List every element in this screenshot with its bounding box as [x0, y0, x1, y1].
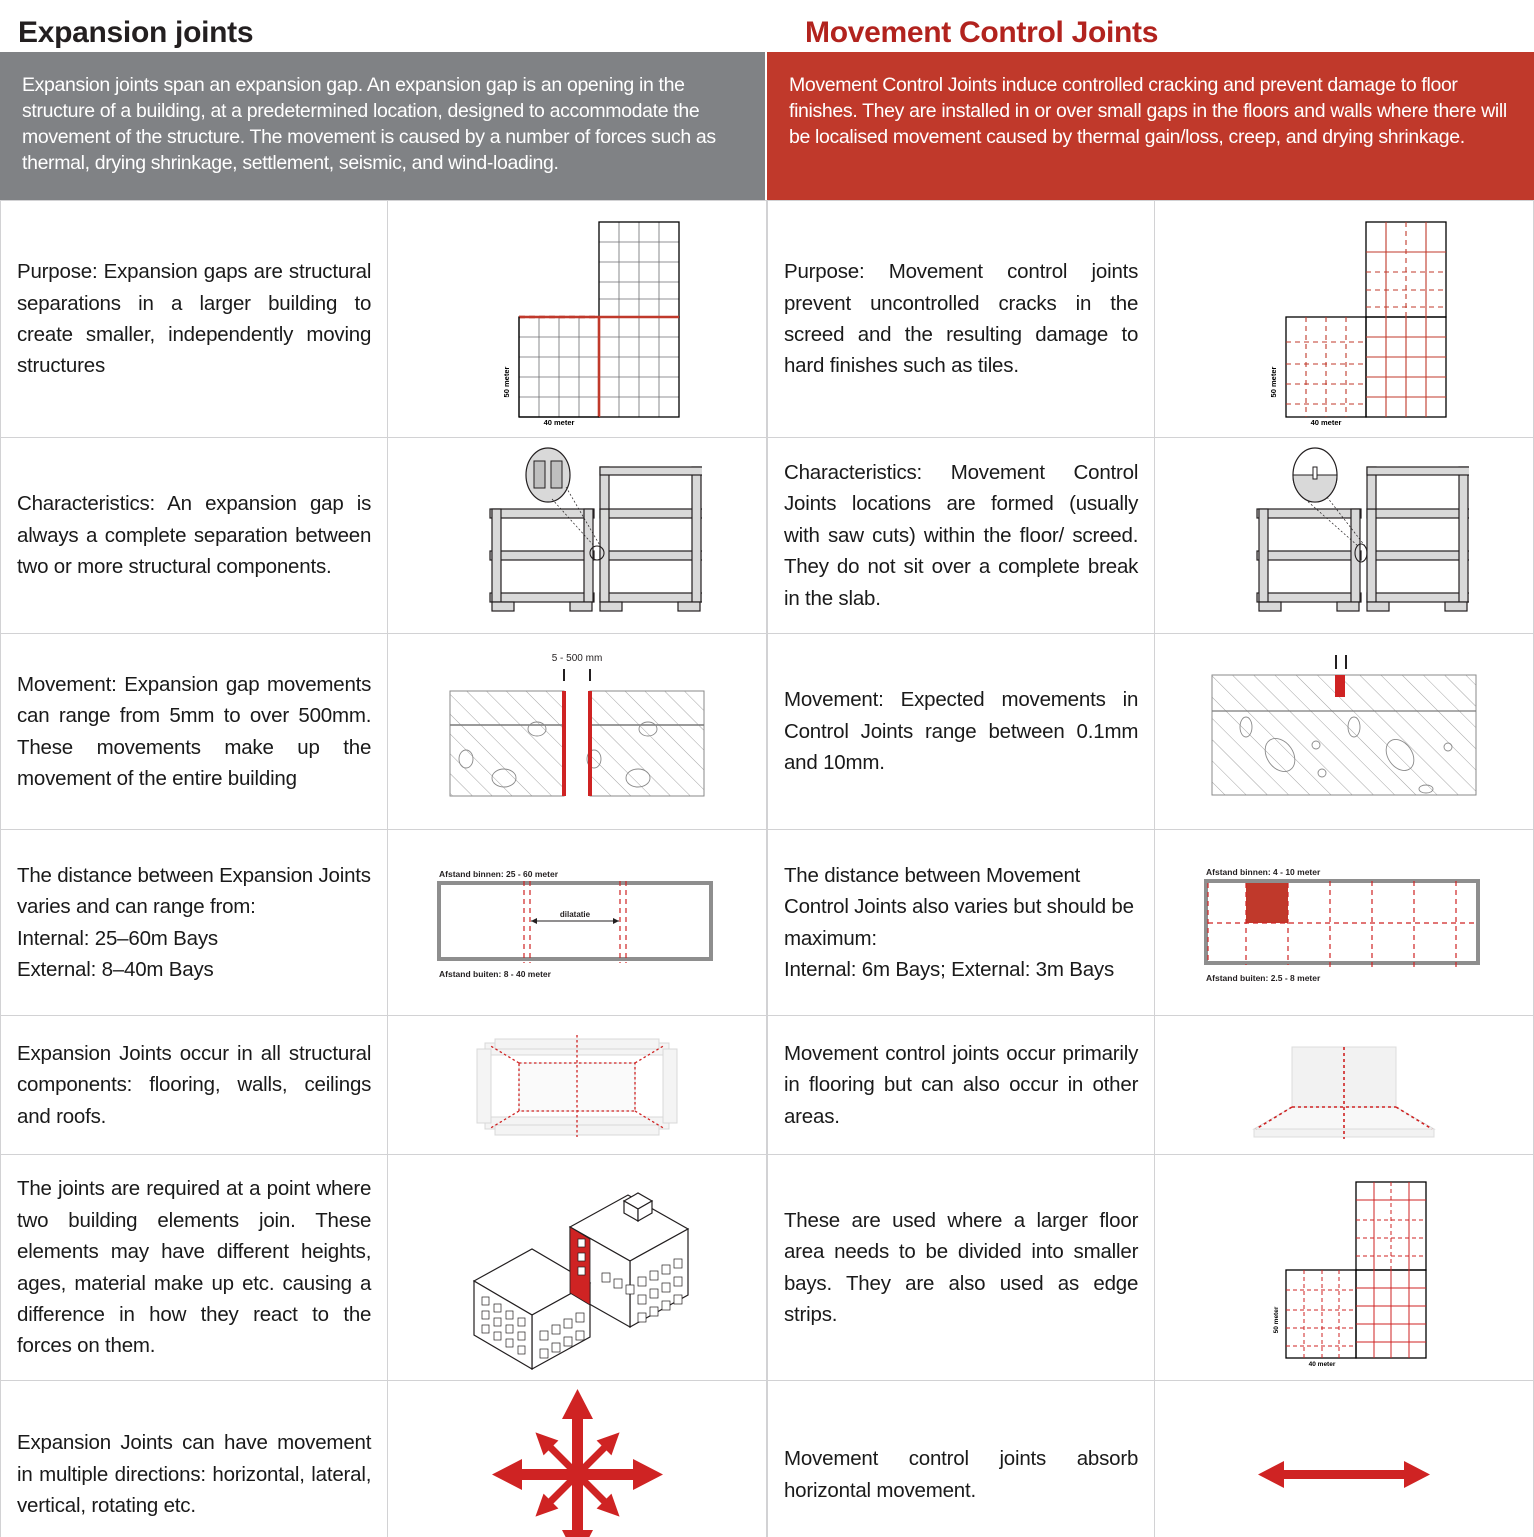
cell-joint-location-control: These are used where a larger floor area needs to be divided into smaller bays. They are also used as edge strips. — [767, 1155, 1154, 1381]
figure-slab-section-control-joint — [1155, 634, 1534, 830]
figure-frame-section-full-separation — [388, 438, 767, 634]
frame-sawcut-svg — [1219, 447, 1469, 625]
bay-spacing-expansion-svg — [427, 853, 727, 993]
axis-label-vertical: 50 meter — [1269, 366, 1279, 397]
table-row — [1, 1016, 1534, 1155]
titles-row — [0, 0, 1534, 52]
distance-control-line-2: Internal: 6m Bays; External: 3m Bays — [783, 957, 1115, 981]
figure-l-shaped-building-plan-expansion — [388, 201, 767, 438]
figure-room-floor-wall-joint — [1155, 1016, 1534, 1155]
figure-bay-spacing-plan-expansion — [388, 830, 767, 1016]
table-row — [1, 1381, 1534, 1537]
page-title-movement-control-joints: Movement Control Joints — [805, 16, 1159, 49]
dimension-label: 5 - 500 mm — [551, 652, 603, 664]
distance-control-line-1: The distance between Movement Control Joints also varies but should be maximum: — [783, 863, 1134, 950]
figure-room-interior-all-surfaces — [388, 1016, 767, 1155]
cell-directions-control: Movement control joints absorb horizontal movement. — [767, 1381, 1154, 1537]
l-shaped-plan-control-svg — [1214, 212, 1474, 427]
axis-label-vertical: 50 meter — [1273, 1306, 1281, 1333]
horizontal-arrow-svg — [1254, 1445, 1434, 1505]
cell-occurrence-control: Movement control joints occur primarily in flooring but can also occur in other areas. — [767, 1016, 1154, 1155]
cell-directions-expansion: Expansion Joints can have movement in multiple directions: horizontal, lateral, vertical, rotating etc. — [1, 1381, 388, 1537]
figure-l-shaped-building-plan-control — [1155, 201, 1534, 438]
intro-banners — [0, 52, 1534, 200]
cell-occurrence-expansion: Expansion Joints occur in all structural components: flooring, walls, ceilings and roofs. — [1, 1016, 388, 1155]
cell-movement-expansion: Movement: Expansion gap movements can range from 5mm to over 500mm. These movements make up the movement of the entire building — [1, 634, 388, 830]
label-dilatatie: dilatatie — [559, 909, 591, 919]
page-title-expansion-joints: Expansion joints — [18, 16, 254, 49]
axis-label-horizontal: 40 meter — [543, 417, 575, 427]
room-floor-joint-svg — [1234, 1025, 1454, 1145]
figure-frame-section-saw-cut — [1155, 438, 1534, 634]
bay-spacing-control-svg — [1194, 853, 1494, 993]
slab-control-svg — [1204, 647, 1484, 817]
isometric-buildings-svg — [452, 1165, 702, 1370]
intro-banner-expansion: Expansion joints span an expansion gap. An expansion gap is an opening in the structure of a building, at a predetermined location, designed to accommodate the movement of the structure. The movement is caused by a number of forces such as thermal, drying shrinkage, settlement, seismic, and wind-loading. — [0, 52, 767, 200]
figure-slab-section-expansion-gap — [388, 634, 767, 830]
axis-label-horizontal: 40 meter — [1310, 417, 1342, 427]
table-row — [1, 830, 1534, 1016]
cell-purpose-control: Purpose: Movement control joints prevent uncontrolled cracks in the screed and the resulting damage to hard finishes such as tiles. — [767, 201, 1154, 438]
cell-distance-expansion — [1, 830, 388, 1016]
right-title-cell — [767, 18, 1534, 52]
intro-banner-control: Movement Control Joints induce controlled cracking and prevent damage to floor finishes. They are installed in or over small gaps in the floors and walls where there will be localised movement caused by thermal gain/loss, creep, and drying shrinkage. — [767, 52, 1534, 200]
comparison-table — [0, 200, 1534, 1537]
distance-expansion-line-2: Internal: 25–60m Bays — [17, 926, 218, 950]
figure-l-shaped-bay-division-plan — [1155, 1155, 1534, 1381]
table-row — [1, 438, 1534, 634]
cell-movement-control: Movement: Expected movements in Control Joints range between 0.1mm and 10mm. — [767, 634, 1154, 830]
axis-label-vertical: 50 meter — [502, 366, 512, 397]
bay-division-plan-svg — [1234, 1168, 1454, 1368]
cell-joint-location-expansion: The joints are required at a point where two building elements join. These elements may have different heights, ages, material make up etc. causing a difference in how they react to the forces on them. — [1, 1155, 388, 1381]
figure-isometric-building-blocks — [388, 1155, 767, 1381]
distance-expansion-line-1: The distance between Expansion Joints varies and can range from: — [17, 863, 371, 919]
label-afstand-binnen: Afstand binnen: 25 - 60 meter — [439, 868, 559, 879]
l-shaped-plan-expansion-svg — [447, 212, 707, 427]
axis-label-horizontal: 40 meter — [1308, 1360, 1336, 1368]
label-afstand-binnen: Afstand binnen: 4 - 10 meter — [1206, 866, 1321, 877]
table-row — [1, 1155, 1534, 1381]
label-afstand-buiten: Afstand buiten: 8 - 40 meter — [439, 968, 552, 979]
label-afstand-buiten: Afstand buiten: 2.5 - 8 meter — [1206, 972, 1321, 983]
cell-characteristics-control: Characteristics: Movement Control Joints locations are formed (usually with saw cuts) within the floor/ screed. They do not sit over a complete break in the slab. — [767, 438, 1154, 634]
table-row — [1, 201, 1534, 438]
figure-bay-spacing-plan-control — [1155, 830, 1534, 1016]
multi-direction-arrows-svg — [490, 1387, 665, 1537]
cell-distance-control — [767, 830, 1154, 1016]
table-row — [1, 634, 1534, 830]
left-title-cell — [0, 18, 767, 52]
distance-expansion-line-3: External: 8–40m Bays — [17, 957, 214, 981]
room-interior-svg — [467, 1025, 687, 1145]
frame-separation-svg — [452, 447, 702, 625]
figure-horizontal-double-arrow — [1155, 1381, 1534, 1537]
cell-purpose-expansion: Purpose: Expansion gaps are structural separations in a larger building to create smaller, independently moving structures — [1, 201, 388, 438]
figure-multi-direction-arrows — [388, 1381, 767, 1537]
cell-characteristics-expansion: Characteristics: An expansion gap is always a complete separation between two or more structural components. — [1, 438, 388, 634]
slab-expansion-svg — [442, 647, 712, 817]
